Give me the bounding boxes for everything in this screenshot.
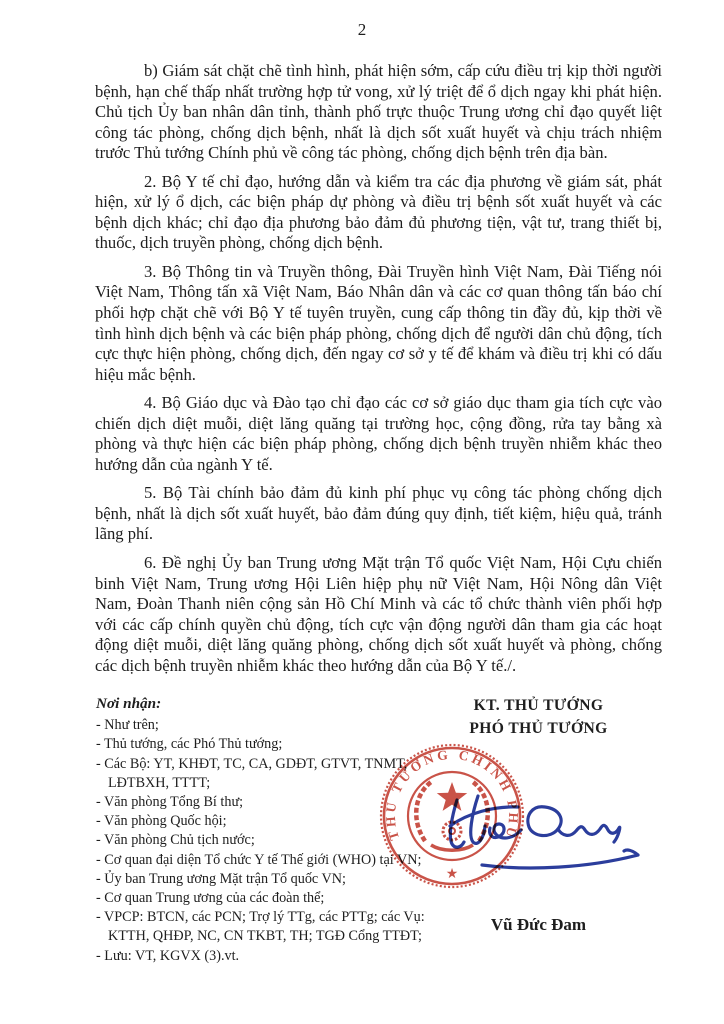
recipient-item: - Văn phòng Chủ tịch nước; <box>96 832 255 849</box>
page-number: 2 <box>357 20 367 39</box>
seal-curved-text: THỦ TƯỚNG CHÍNH PHỦ <box>382 746 522 843</box>
document-body <box>95 61 662 684</box>
paragraph-4: 4. Bộ Giáo dục và Đào tạo chỉ đạo các cơ sở giáo dục tham gia tích cực vào chiến dịch diệt muỗi, diệt lăng quăng tại trường học, cộng đồng, rửa tay bằng xà phòng và thực hiện các biện pháp phòng, chống dịch bệnh truyền nhiễm khác theo hướng dẫn của ngành Y tế. <box>95 393 662 474</box>
signer-role-line2: PHÓ THỦ TƯỚNG <box>469 720 608 737</box>
recipients-heading: Nơi nhận: <box>96 695 162 712</box>
handwritten-signature <box>428 778 656 873</box>
recipient-item: - Cơ quan đại diện Tổ chức Y tế Thế giới (WHO) tại VN; <box>96 851 422 868</box>
signer-name: Vũ Đức Đam <box>490 915 587 934</box>
signer-role-block <box>420 694 657 740</box>
recipient-item: - Thủ tướng, các Phó Thủ tướng; <box>96 736 283 753</box>
paragraph-3: 3. Bộ Thông tin và Truyền thông, Đài Truyền hình Việt Nam, Đài Tiếng nói Việt Nam, Thông tấn xã Việt Nam, Báo Nhân dân và các cơ quan thông tấn báo chí phối hợp chặt chẽ với Bộ Y tế tuyên truyền, cung cấp thông tin đầy đủ, kịp thời về tình hình dịch bệnh và các biện pháp phòng, chống dịch để người dân chủ động, tích cực thực hiện phòng, chống dịch, đến ngay cơ sở y tế để khám và điều trị khi có dấu hiệu mắc bệnh. <box>95 261 662 384</box>
paragraph-2: 2. Bộ Y tế chỉ đạo, hướng dẫn và kiểm tra các địa phương về giám sát, phát hiện, xử lý ổ dịch, các biện pháp dự phòng và điều trị bệnh sốt xuất huyết và các bệnh dịch khác; chỉ đạo địa phương bảo đảm đủ phương tiện, vật tư, trang thiết bị, thuốc, dịch truyền phòng, chống dịch bệnh. <box>95 171 662 253</box>
signature-stroke <box>558 825 620 842</box>
recipient-item: - Văn phòng Quốc hội; <box>96 813 227 830</box>
signature-stroke <box>490 824 521 838</box>
recipient-item: - Như trên; <box>96 717 159 734</box>
signature-underline <box>482 850 638 868</box>
recipient-item: - Các Bộ: YT, KHĐT, TC, CA, GDĐT, GTVT, TNMT, LĐTBXH, TTTT; <box>96 755 408 791</box>
recipient-item: - Ủy ban Trung ương Mặt trận Tổ quốc VN; <box>96 870 346 887</box>
paragraph-5: 5. Bộ Tài chính bảo đảm đủ kinh phí phục vụ công tác phòng chống dịch bệnh, nhất là dịch sốt xuất huyết, bảo đảm đúng quy định, tiết kiệm, hiệu quả, tránh lãng phí. <box>95 483 662 544</box>
seal-star-icon: ★ <box>445 867 459 882</box>
signer-role-line1: KT. THỦ TƯỚNG <box>473 697 604 714</box>
signature-stroke <box>528 807 561 836</box>
recipient-item: - Lưu: VT, KGVX (3).vt. <box>96 947 240 964</box>
recipient-item: - Cơ quan Trung ương của các đoàn thể; <box>96 890 325 907</box>
paragraph-b: b) Giám sát chặt chẽ tình hình, phát hiện sớm, cấp cứu điều trị kịp thời người bệnh, hạn chế thấp nhất trường hợp tử vong, xử lý triệt để ổ dịch ngay khi phát hiện. Chủ tịch Ủy ban nhân dân tỉnh, thành phố trực thuộc Trung ương chỉ đạo quyết liệt công tác phòng, chống dịch bệnh, nhất là dịch sốt xuất huyết và chịu trách nhiệm trước Thủ tướng Chính phủ về công tác phòng, chống dịch bệnh trên địa bàn. <box>95 61 662 163</box>
recipient-item: - Văn phòng Tổng Bí thư; <box>96 794 244 811</box>
signature-stroke <box>450 807 518 826</box>
signature-stroke <box>471 796 485 843</box>
paragraph-6: 6. Đề nghị Ủy ban Trung ương Mặt trận Tổ quốc Việt Nam, Hội Cựu chiến binh Việt Nam, Trung ương Hội Liên hiệp phụ nữ Việt Nam, Hội Nông dân Việt Nam, Đoàn Thanh niên cộng sản Hồ Chí Minh và các tổ chức thành viên phối hợp với các cấp chính quyền chủ động, tích cực vận động người dân tham gia các hoạt động diệt muỗi, diệt lăng quăng phòng, chống dịch sốt xuất huyết và phòng, chống các dịch bệnh truyền nhiễm khác theo hướng dẫn của Bộ Y tế./. <box>95 553 662 675</box>
recipient-item: - VPCP: BTCN, các PCN; Trợ lý TTg, các PTTg; các Vụ: KTTH, QHĐP, NC, CN TKBT, TH; TGĐ Cổng TTĐT; <box>96 909 425 945</box>
